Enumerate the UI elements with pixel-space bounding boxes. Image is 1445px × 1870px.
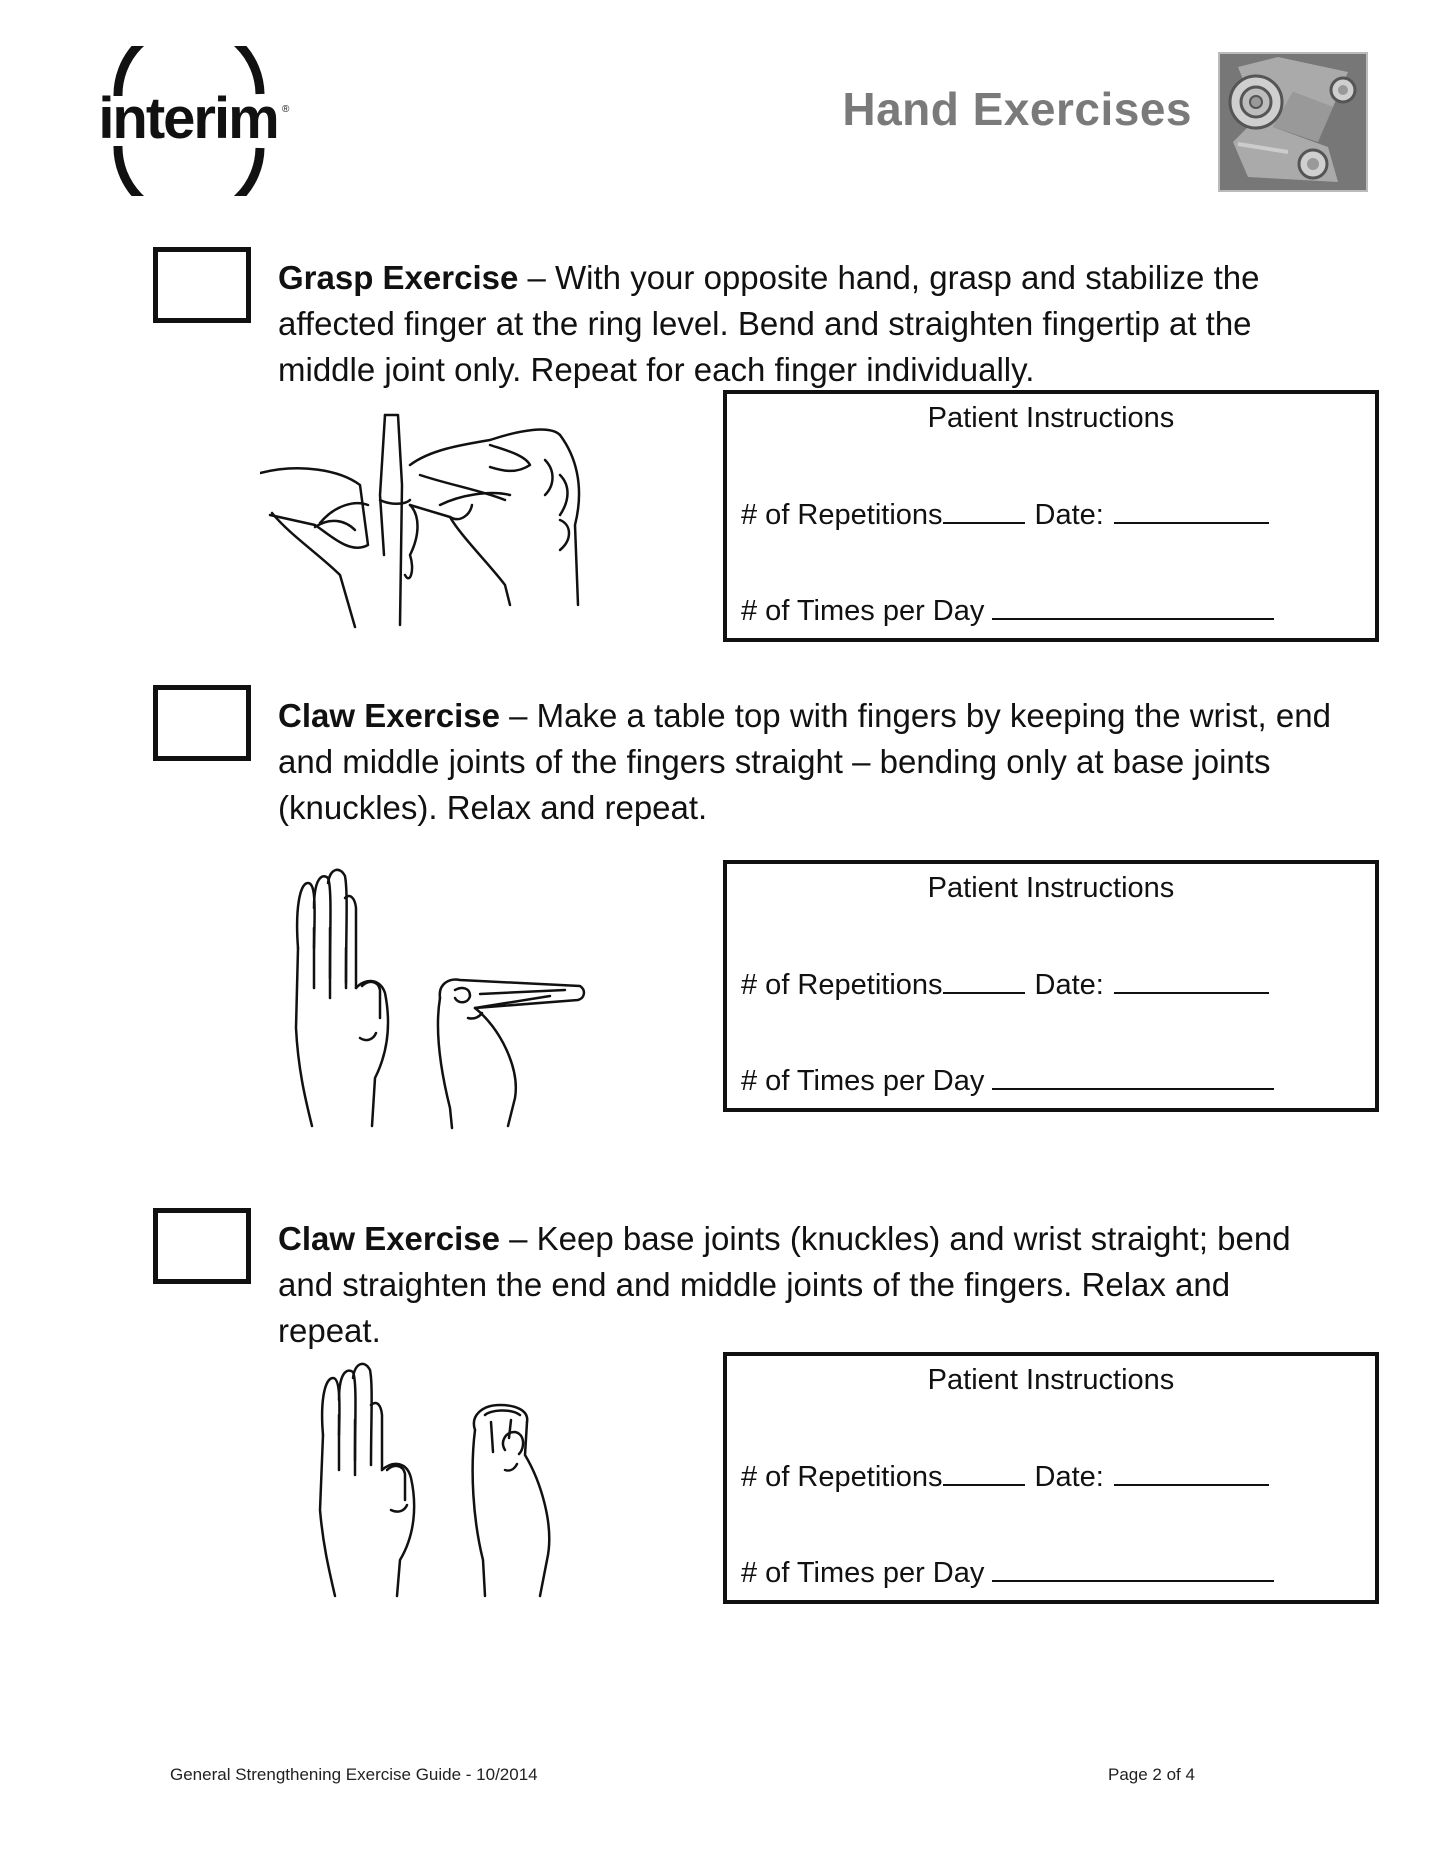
repetitions-label: # of Repetitions [741, 1461, 943, 1493]
instructions-title: Patient Instructions [927, 402, 1175, 434]
exercise-title: Claw Exercise [278, 697, 500, 734]
exercise-title: Grasp Exercise [278, 259, 519, 296]
times-per-day-row [741, 1062, 1274, 1098]
claw-hands-illustration [315, 1360, 565, 1600]
times-per-day-row [741, 1554, 1274, 1590]
claw-1-patient-instructions [723, 860, 1379, 1112]
exercise-text: – Keep base joints (knuckles) and wrist straight; bend and straighten the end and middle joints of the fingers. Relax and repeat. [278, 1220, 1291, 1349]
claw-exercise-1-description [278, 693, 1338, 831]
repetitions-row [741, 966, 1269, 1002]
date-label: Date: [1034, 499, 1104, 531]
gears-icon [1218, 52, 1368, 192]
instructions-title: Patient Instructions [927, 872, 1175, 904]
date-blank[interactable] [1114, 1458, 1269, 1486]
times-per-day-label: # of Times per Day [741, 1557, 985, 1589]
svg-text:®: ® [282, 104, 290, 115]
interim-logo [88, 46, 298, 196]
table-top-hands-illustration [290, 868, 590, 1133]
exercise-text: – With your opposite hand, grasp and stabilize the affected finger at the ring level. Bend and straighten fingertip at the middle joint only. Repeat for each finger individually. [278, 259, 1260, 388]
repetitions-label: # of Repetitions [741, 969, 943, 1001]
claw-2-patient-instructions [723, 1352, 1379, 1604]
repetitions-label: # of Repetitions [741, 499, 943, 531]
grasp-exercise-checkbox[interactable] [153, 247, 251, 323]
exercise-title: Claw Exercise [278, 1220, 500, 1257]
repetitions-blank[interactable] [943, 966, 1025, 994]
times-per-day-blank[interactable] [992, 1062, 1274, 1090]
claw-exercise-2-checkbox[interactable] [153, 1208, 251, 1284]
times-per-day-label: # of Times per Day [741, 1065, 985, 1097]
grasp-hands-illustration [260, 405, 625, 630]
footer-guide-title: General Strengthening Exercise Guide - 10/2014 [170, 1765, 538, 1784]
times-per-day-label: # of Times per Day [741, 595, 985, 627]
claw-exercise-2-description [278, 1216, 1338, 1354]
repetitions-row [741, 1458, 1269, 1494]
grasp-exercise-description [278, 255, 1338, 393]
footer-page-number: Page 2 of 4 [1108, 1765, 1195, 1784]
page-title: Hand Exercises [842, 83, 1192, 135]
times-per-day-row [741, 592, 1274, 628]
date-label: Date: [1034, 969, 1104, 1001]
claw-exercise-1-checkbox[interactable] [153, 685, 251, 761]
times-per-day-blank[interactable] [992, 1554, 1274, 1582]
repetitions-blank[interactable] [943, 496, 1025, 524]
times-per-day-blank[interactable] [992, 592, 1274, 620]
repetitions-row [741, 496, 1269, 532]
date-blank[interactable] [1114, 496, 1269, 524]
repetitions-blank[interactable] [943, 1458, 1025, 1486]
grasp-patient-instructions [723, 390, 1379, 642]
date-label: Date: [1034, 1461, 1104, 1493]
svg-text:interim: interim [98, 86, 278, 151]
instructions-title: Patient Instructions [927, 1364, 1175, 1396]
date-blank[interactable] [1114, 966, 1269, 994]
exercise-text: – Make a table top with fingers by keeping the wrist, end and middle joints of the fingers straight – bending only at base joints (knuckles). Relax and repeat. [278, 697, 1331, 826]
